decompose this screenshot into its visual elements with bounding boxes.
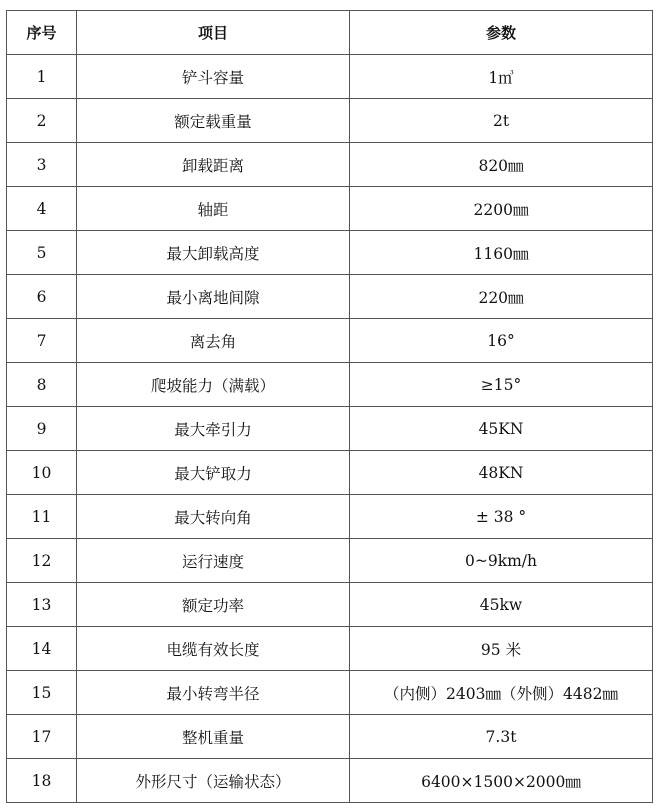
table-row bbox=[7, 187, 653, 231]
cell-item: 最大转向角 bbox=[77, 495, 350, 539]
spec-table bbox=[6, 10, 653, 803]
table-row bbox=[7, 407, 653, 451]
cell-no: 8 bbox=[7, 363, 77, 407]
table-row bbox=[7, 363, 653, 407]
cell-item: 最大牵引力 bbox=[77, 407, 350, 451]
cell-value: 2t bbox=[350, 99, 653, 143]
table-row bbox=[7, 99, 653, 143]
cell-value: ≥15° bbox=[350, 363, 653, 407]
cell-value: 220㎜ bbox=[350, 275, 653, 319]
cell-item: 爬坡能力（满载） bbox=[77, 363, 350, 407]
cell-item: 最小离地间隙 bbox=[77, 275, 350, 319]
cell-value: 48KN bbox=[350, 451, 653, 495]
cell-no: 2 bbox=[7, 99, 77, 143]
cell-value: 2200㎜ bbox=[350, 187, 653, 231]
cell-value: 1㎥ bbox=[350, 55, 653, 99]
header-value: 参数 bbox=[350, 11, 653, 55]
cell-no: 7 bbox=[7, 319, 77, 363]
table-row bbox=[7, 319, 653, 363]
table-row bbox=[7, 55, 653, 99]
cell-no: 3 bbox=[7, 143, 77, 187]
cell-item: 卸载距离 bbox=[77, 143, 350, 187]
cell-value: （内侧）2403㎜（外侧）4482㎜ bbox=[350, 671, 653, 715]
table-row bbox=[7, 715, 653, 759]
cell-no: 5 bbox=[7, 231, 77, 275]
cell-value: 1160㎜ bbox=[350, 231, 653, 275]
header-no: 序号 bbox=[7, 11, 77, 55]
cell-item: 运行速度 bbox=[77, 539, 350, 583]
cell-no: 11 bbox=[7, 495, 77, 539]
cell-value: 0~9km/h bbox=[350, 539, 653, 583]
cell-item: 离去角 bbox=[77, 319, 350, 363]
table-row bbox=[7, 231, 653, 275]
cell-no: 9 bbox=[7, 407, 77, 451]
cell-item: 最小转弯半径 bbox=[77, 671, 350, 715]
cell-no: 10 bbox=[7, 451, 77, 495]
cell-item: 最大铲取力 bbox=[77, 451, 350, 495]
cell-value: 820㎜ bbox=[350, 143, 653, 187]
cell-item: 电缆有效长度 bbox=[77, 627, 350, 671]
table-row bbox=[7, 627, 653, 671]
cell-no: 4 bbox=[7, 187, 77, 231]
cell-item: 整机重量 bbox=[77, 715, 350, 759]
table-row bbox=[7, 275, 653, 319]
table-header-row bbox=[7, 11, 653, 55]
table-row bbox=[7, 583, 653, 627]
cell-item: 额定载重量 bbox=[77, 99, 350, 143]
cell-value: 16° bbox=[350, 319, 653, 363]
cell-no: 1 bbox=[7, 55, 77, 99]
table-row bbox=[7, 495, 653, 539]
cell-value: ± 38 ° bbox=[350, 495, 653, 539]
table-row bbox=[7, 759, 653, 803]
cell-no: 18 bbox=[7, 759, 77, 803]
cell-item: 额定功率 bbox=[77, 583, 350, 627]
table-row bbox=[7, 671, 653, 715]
table-row bbox=[7, 143, 653, 187]
cell-no: 6 bbox=[7, 275, 77, 319]
cell-no: 12 bbox=[7, 539, 77, 583]
cell-no: 14 bbox=[7, 627, 77, 671]
cell-item: 铲斗容量 bbox=[77, 55, 350, 99]
cell-value: 95 米 bbox=[350, 627, 653, 671]
cell-value: 45kw bbox=[350, 583, 653, 627]
table-row bbox=[7, 539, 653, 583]
cell-value: 7.3t bbox=[350, 715, 653, 759]
cell-item: 轴距 bbox=[77, 187, 350, 231]
cell-item: 外形尺寸（运输状态） bbox=[77, 759, 350, 803]
table-row bbox=[7, 451, 653, 495]
cell-value: 45KN bbox=[350, 407, 653, 451]
cell-no: 15 bbox=[7, 671, 77, 715]
cell-no: 13 bbox=[7, 583, 77, 627]
cell-item: 最大卸载高度 bbox=[77, 231, 350, 275]
cell-no: 17 bbox=[7, 715, 77, 759]
cell-value: 6400×1500×2000㎜ bbox=[350, 759, 653, 803]
header-item: 项目 bbox=[77, 11, 350, 55]
